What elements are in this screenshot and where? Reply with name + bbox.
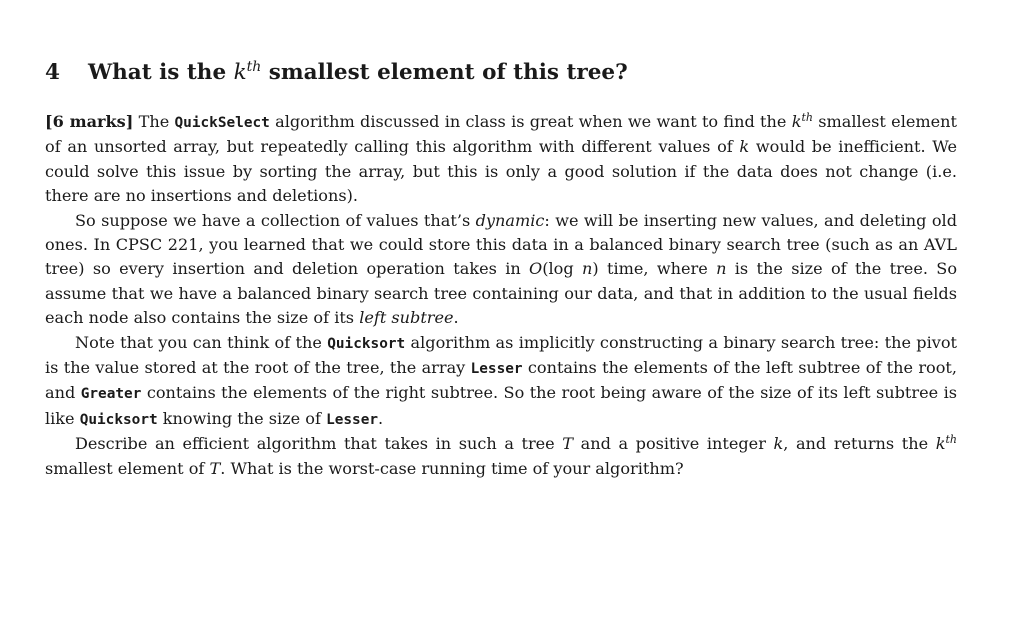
text-run: . What is the worst-case running time of your algorithm? xyxy=(220,458,684,478)
math-T: T xyxy=(562,434,574,454)
code-quickselect: QuickSelect xyxy=(174,115,270,131)
text-run: , and returns the xyxy=(783,434,936,454)
question-body xyxy=(45,110,957,481)
math-k: k xyxy=(739,137,750,157)
text-run: smallest element of an unsorted array, but repeatedly calling this algorithm with different values of xyxy=(45,112,957,157)
code-quicksort: Quicksort xyxy=(79,411,158,428)
text-run: . xyxy=(378,408,384,428)
text-run: would be inefficient. We could solve this issue by sorting the array, but this is only a good solution if the data does not change (i.e. there are no insertions and deletions). xyxy=(45,137,957,206)
text-run: . xyxy=(453,308,459,328)
emphasis-dynamic: dynamic xyxy=(475,210,545,230)
code-lesser: Lesser xyxy=(326,411,379,428)
math-n: n xyxy=(582,259,593,279)
code-quicksort: Quicksort xyxy=(327,335,406,352)
math-k: k xyxy=(773,434,784,454)
emphasis-left-subtree: left subtree xyxy=(359,308,454,328)
paragraph-dynamic xyxy=(45,209,957,331)
code-greater: Greater xyxy=(80,386,142,403)
text-run: and a positive integer xyxy=(573,434,774,454)
math-sup-th: th xyxy=(945,433,957,447)
text-run: Note that you can think of the xyxy=(75,332,328,352)
text-run: smallest element of xyxy=(45,458,210,478)
paragraph-task xyxy=(45,432,957,481)
text-run: is the size of the tree. So assume that we have a balanced binary search tree containing our data, and that in addition to the usual fields each node also contains the size of its xyxy=(45,259,958,328)
math-big-o: O xyxy=(529,259,543,279)
math-k: k xyxy=(791,112,802,131)
math-T: T xyxy=(209,458,221,478)
text-run: contains the elements of the right subtree. So the root being aware of the size of its left subtree is like xyxy=(45,383,957,428)
text-run: Describe an efficient algorithm that takes in such a tree xyxy=(75,434,563,454)
section-title-sup: th xyxy=(246,59,262,75)
section-title-after: smallest element of this tree? xyxy=(261,60,628,85)
math-log-open: (log xyxy=(542,259,583,279)
paragraph-quicksort xyxy=(45,331,957,433)
text-run: The xyxy=(133,112,175,131)
code-lesser: Lesser xyxy=(470,361,523,378)
text-run: time, where xyxy=(598,259,717,279)
text-run: contains the elements of the left subtree of the root, and xyxy=(45,358,957,403)
section-number: 4 xyxy=(45,60,60,85)
marks-label: [6 marks] xyxy=(45,112,134,131)
math-log-close: ) xyxy=(592,259,599,279)
document-page xyxy=(45,58,957,481)
text-run: algorithm as implicitly constructing a binary search tree: the pivot is the value stored at the root of the tree, the array xyxy=(45,332,958,378)
text-run: algorithm discussed in class is great when we want to find the xyxy=(269,112,792,131)
text-run: So suppose we have a collection of values that’s xyxy=(75,210,476,230)
math-k: k xyxy=(935,434,946,454)
math-sup-th: th xyxy=(801,111,813,124)
paragraph-intro xyxy=(45,110,957,209)
section-heading xyxy=(45,58,957,88)
section-title-var: k xyxy=(233,60,247,85)
text-run: knowing the size of xyxy=(157,408,327,428)
math-n: n xyxy=(716,259,727,279)
text-run: : we will be inserting new values, and deleting old ones. In CPSC 221, you learned that we could store this data in a balanced binary search tree (such as an AVL tree) so every insertion and deletion operation takes in xyxy=(45,210,957,279)
section-title-before: What is the xyxy=(88,60,234,85)
